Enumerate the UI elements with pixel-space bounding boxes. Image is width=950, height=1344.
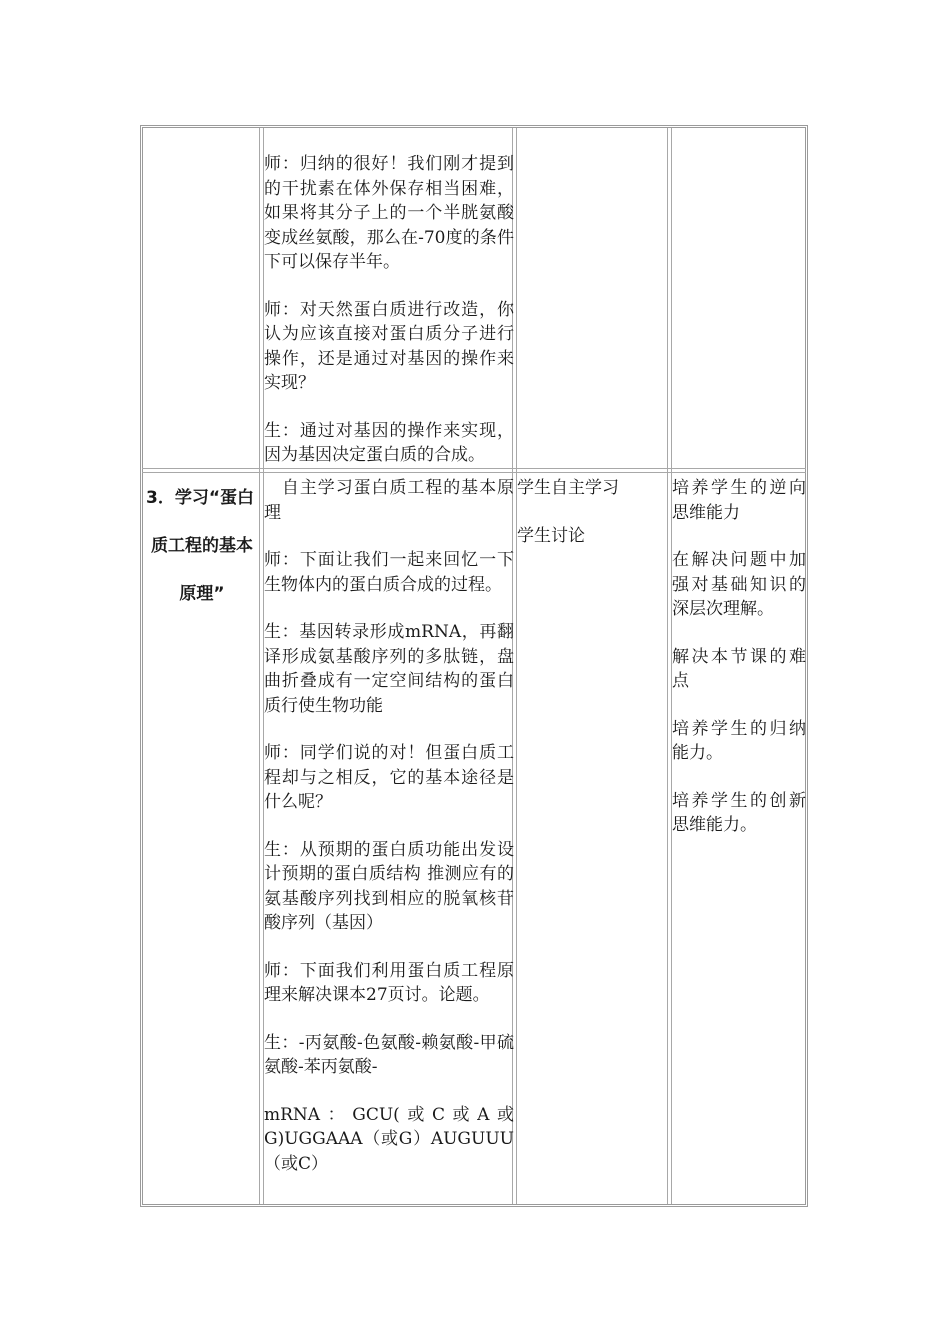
design-intent-item: 培养学生的归纳能力。 [672,718,806,763]
row1-paragraph: 生：通过对基因的操作来实现，因为基因决定蛋白质的合成。 [264,420,514,465]
student-activity-item: 学生讨论 [517,525,585,546]
design-intent-item: 培养学生的逆向思维能力 [672,478,806,523]
row2-paragraph: 生：从预期的蛋白质功能出发设计预期的蛋白质结构 推测应有的氨基酸序列找到相应的脱氧核苷酸序列（基因） [264,839,514,933]
row2-paragraph: 生：基因转录形成mRNA，再翻译形成氨基酸序列的多肽链，盘曲折叠成有一定空间结构的蛋白质行使生物功能 [264,622,514,716]
student-activity-item: 学生自主学习 [517,478,619,498]
design-intent-item: 在解决问题中加强对基础知识的深层次理解。 [672,550,806,619]
row2-paragraph: 生：-丙氨酸-色氨酸-赖氨酸-甲硫氨酸-苯丙氨酸- [264,1032,514,1077]
row2-paragraph: mRNA：GCU(或C或A或G)UGGAAA（或G）AUGUUU（或C） [264,1104,514,1174]
row1-content-cell [264,152,514,468]
row2-paragraph: 师：下面我们利用蛋白质工程原理来解决课本27页讨。论题。 [264,960,514,1005]
row2-paragraph: 师：下面让我们一起来回忆一下生物体内的蛋白质合成的过程。 [264,550,514,595]
stage-title-line: 原理” [179,584,225,604]
stage-title-line: 3．学习“蛋白 [146,488,255,508]
row1-paragraph: 师：对天然蛋白质进行改造，你认为应该直接对蛋白质分子进行操作，还是通过对基因的操作来实现？ [264,299,514,393]
row2-student-activity-cell [517,476,667,548]
row2-design-intent-cell [672,476,806,838]
row2-paragraph: 自主学习蛋白质工程的基本原理 [264,478,514,523]
row2-content-cell [264,476,514,1176]
design-intent-item: 培养学生的创新思维能力。 [672,790,806,835]
stage-title-line: 质工程的基本 [151,536,253,556]
row2-stage-cell [144,474,260,618]
row1-paragraph: 师：归纳的很好！我们刚才提到的干扰素在体外保存相当困难，如果将其分子上的一个半胱氨酸变成丝氨酸，那么在-70度的条件下可以保存半年。 [264,154,514,272]
row2-paragraph: 师：同学们说的对！但蛋白质工程却与之相反，它的基本途径是什么呢？ [264,743,514,812]
row-divider [142,468,806,473]
design-intent-item: 解决本节课的难点 [672,646,806,691]
